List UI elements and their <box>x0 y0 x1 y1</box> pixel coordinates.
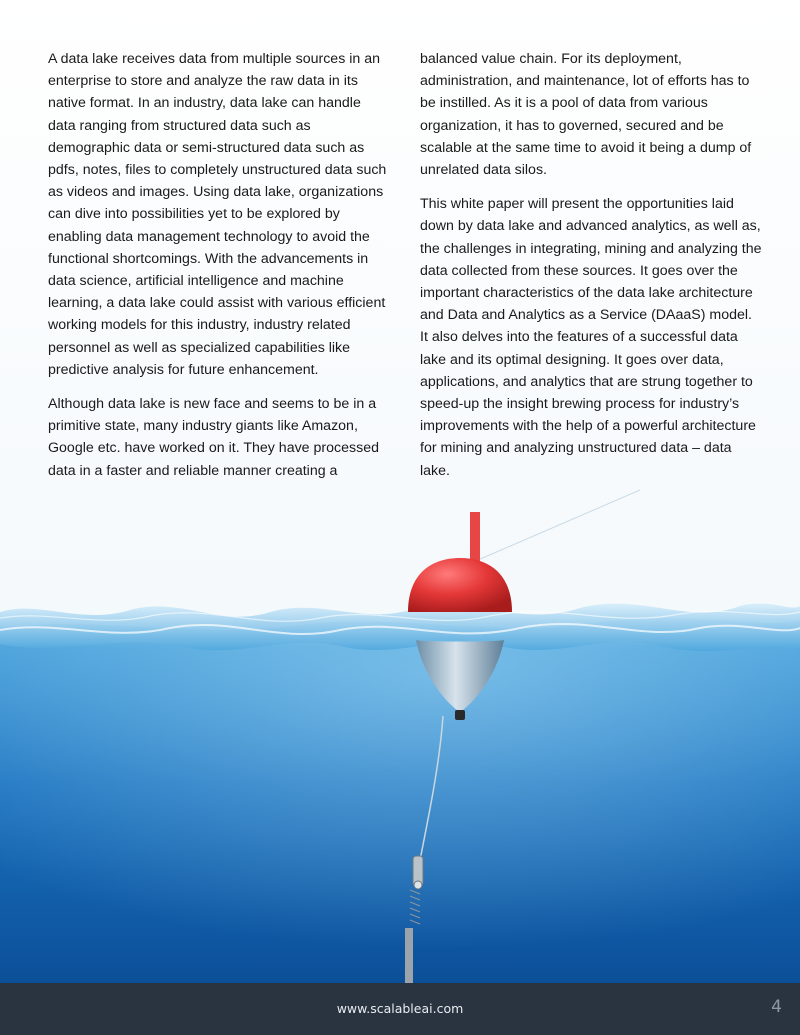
footer-website-link[interactable]: www.scalableai.com <box>336 1001 464 1016</box>
paragraph: balanced value chain. For its deployment, administration, and maintenance, lot of efforts has to be instilled. As it is a pool of data from various organization, it has to governed, secured and be scalable at the same time to avoid it being a dump of unrelated data silos. <box>420 51 752 179</box>
paragraph: A data lake receives data from multiple sources in an enterprise to store and analyze the raw data in its native format. In an industry, data lake can handle data ranging from structured data such as demographic data or semi-structured data such as pdfs, notes, files to completely unstructured data such as videos and images. Using data lake, organizations can dive into possibilities yet to be explored by enabling data management technology to avoid the functional shortcomings. With the advancements in data science, artificial intelligence and machine learning, a data lake could assist with various efficient working models for this industry, industry related personnel as well as specialized capabilities like predictive analysis for future enhancement. <box>48 51 387 378</box>
paragraph: This white paper will present the opportunities laid down by data lake and advanced analytics, as well as, the challenges in integrating, mining and analyzing the data collected from these sources. It goes over the important characteristics of the data lake architecture and Data and Analytics as a Service (DAaaS) model. It also delves into the features of a successful data lake and its optimal designing. It goes over data, applications, and analytics that are strung together to speed-up the insight brewing process for industry’s improvements with the help of a powerful architecture for mining and analyzing unstructured data – data lake. <box>420 196 762 479</box>
right-text-column <box>420 48 762 494</box>
paragraph: Although data lake is new face and seems to be in a primitive state, many industry giants like Amazon, Google etc. have worked on it. They have processed data in a faster and reliable manner creating a <box>48 396 379 479</box>
page-number: 4 <box>771 997 782 1017</box>
left-text-column <box>48 48 390 494</box>
page-footer <box>0 983 800 1035</box>
